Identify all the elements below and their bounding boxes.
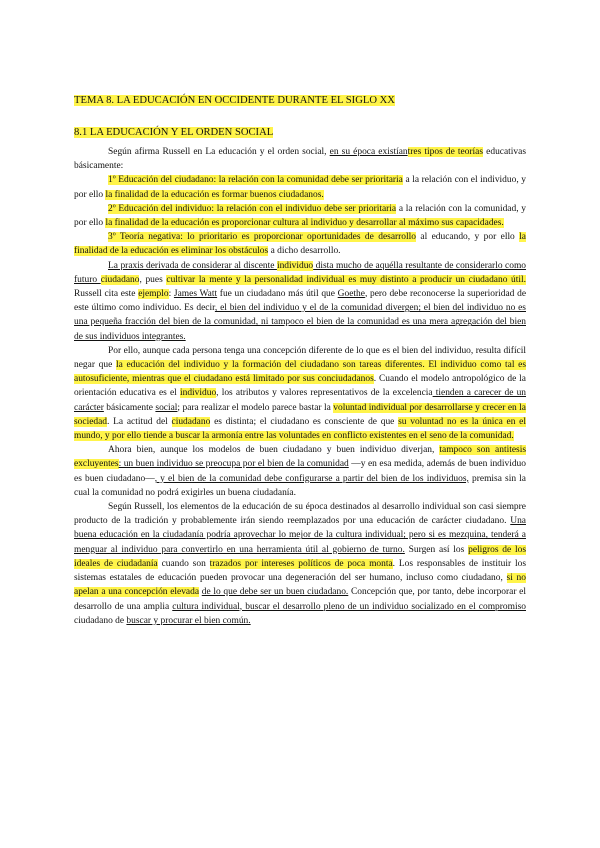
chapter-heading <box>74 94 395 107</box>
chapter-heading-text: TEMA 8. LA EDUCACIÓN EN OCCIDENTE DURANTE EL SIGLO XX <box>74 95 395 106</box>
paragraph-theory-3: 3º Teoría negativa: lo prioritario es proporcionar oportunidades de desarrollo al educando, y por ello la finalidad de la educación es eliminar los obstáculos a dicho desarrollo. <box>74 232 526 257</box>
section-heading <box>74 126 273 139</box>
paragraph-theory-2: 2º Educación del individuo: la relación con el individuo debe ser prioritaria a la relación con la comunidad, y por ello la finalidad de la educación es proporcionar cultura al individuo y desarrollar al máximo sus capacidades. <box>74 203 526 229</box>
paragraph-not-exclusive: Ahora bien, aunque los modelos de buen ciudadano y buen individuo diverjan, tampoco son antitesis excluyentes: un buen individuo se preocupa por el bien de la comunidad —y en esa medida, además de buen individuo es buen ciudadano—, y el bien de la comunidad debe configurarse a partir del bien de los individuos, premisa sin la cual la comunidad no podrá exigirles un buena ciudadanía. <box>74 445 526 498</box>
paragraph-individual-vs-citizen: Por ello, aunque cada persona tenga una concepción diferente de lo que es el bien del individuo, resulta difícil negar que la educación del individuo y la formación del ciudadano son tareas diferentes. El individuo como tal es autosuficiente, mientras que el ciudadano está limitado por sus conciudadanos. Cuando el modelo antropológico de la orientación educativa es el individuo, los atributos y valores representativos de la excelencia tienden a carecer de un carácter básicamente social; para realizar el modelo parece bastar la voluntad individual por desarrollarse y crecer en la sociedad. La actitud del ciudadano es distinta; el ciudadano es consciente de que su voluntad no es la única en el mundo, y por ello tiende a buscar la armonía entre las voluntades en conflicto existentes en el seno de la comunidad. <box>74 345 527 442</box>
paragraph-theory-1: 1º Educación del ciudadano: la relación con la comunidad debe ser prioritaria a la relación con el individuo, y por ello la finalidad de la educación es formar buenos ciudadanos. <box>74 175 526 200</box>
document-body <box>74 145 526 628</box>
section-heading-text: 8.1 LA EDUCACIÓN Y EL ORDEN SOCIAL <box>74 127 274 138</box>
paragraph-praxis: La praxis derivada de considerar al discente individuo dista mucho de aquélla resultante de considerarlo como futuro ciudadano, pues cultivar la mente y la personalidad individual es muy distinto a producir un ciudadano útil. Russell cita este ejemplo: James Watt fue un ciudadano más útil que Goethe, pero debe reconocerse la superioridad de este último como individuo. Es decir, el bien del individuo y el de la comunidad divergen; el bien del individuo no es una pequeña fracción del bien de la comunidad, ni tampoco el bien de la comunidad es una mera agregación del bien de sus individuos integrantes. <box>74 260 527 342</box>
paragraph-intro: Según afirma Russell en La educación y el orden social, en su época existíantres tipos de teorías educativas básicamente: <box>74 147 526 172</box>
paragraph-russell-education: Según Russell, los elementos de la educación de su época destinados al desarrollo individual son casi siempre producto de la tradición y probablemente irán siendo reemplazados por una educación de carácter ciudadano. Una buena educación en la ciudadanía podría aprovechar lo mejor de la cultura individual; pero si es mezquina, tenderá a menguar al individuo para convertirlo en una herramienta útil al gobierno de turno. Surgen así los peligros de los ideales de ciudadanía cuando son trazados por intereses políticos de poca monta. Los responsables de instituir los sistemas estatales de educación pueden provocar una degeneración del ser humano, incluso como ciudadano, si no apelan a una concepción elevada de lo que debe ser un buen ciudadano. Concepción que, por tanto, debe incorporar el desarrollo de una amplia cultura individual, buscar el desarrollo pleno de un individuo socializado en el compromiso ciudadano de buscar y procurar el bien común. <box>74 502 526 626</box>
